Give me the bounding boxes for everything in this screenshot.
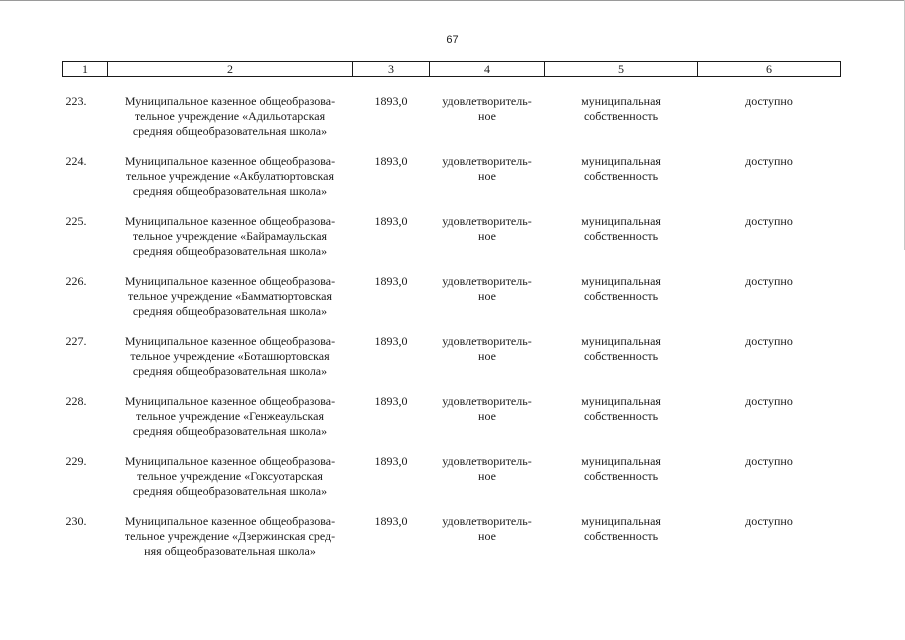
- row-number: 230.: [65, 514, 87, 528]
- name-line: средняя общеобразовательная школа»: [132, 424, 328, 438]
- condition-line: ное: [478, 349, 496, 363]
- condition-line: удовлетворитель-: [442, 274, 532, 288]
- row-number: 224.: [65, 154, 87, 168]
- ownership-line: муниципальная: [581, 454, 661, 468]
- ownership-line: собственность: [583, 109, 659, 123]
- cost-value: 1893,0: [374, 394, 408, 408]
- cost-value: 1893,0: [374, 214, 408, 228]
- row-number: 229.: [65, 454, 87, 468]
- condition-line: удовлетворитель-: [442, 514, 532, 528]
- name-line: средняя общеобразовательная школа»: [132, 244, 328, 258]
- accessibility-value: доступно: [745, 514, 793, 528]
- condition-line: удовлетворитель-: [442, 394, 532, 408]
- name-line: средняя общеобразовательная школа»: [132, 184, 328, 198]
- condition-line: удовлетворитель-: [442, 154, 532, 168]
- row-number: 226.: [65, 274, 87, 288]
- name-line: Муниципальное казенное общеобразова-: [124, 394, 336, 408]
- institution-name: [108, 214, 353, 274]
- name-line: тельное учреждение «Бамматюртовская: [127, 289, 333, 303]
- ownership-value: [545, 394, 698, 454]
- condition-line: ное: [478, 169, 496, 183]
- table-header-row: [63, 62, 841, 77]
- table-row: [63, 214, 841, 274]
- name-line: Муниципальное казенное общеобразова-: [124, 274, 336, 288]
- condition-line: ное: [478, 409, 496, 423]
- accessibility-value: доступно: [745, 334, 793, 348]
- row-number: 228.: [65, 394, 87, 408]
- condition-line: удовлетворитель-: [442, 334, 532, 348]
- name-line: Муниципальное казенное общеобразова-: [124, 514, 336, 528]
- name-line: тельное учреждение «Генжеаульская: [135, 409, 325, 423]
- cost-value: 1893,0: [374, 454, 408, 468]
- institution-name: [108, 94, 353, 154]
- name-line: Муниципальное казенное общеобразова-: [124, 334, 336, 348]
- ownership-line: муниципальная: [581, 154, 661, 168]
- name-line: Муниципальное казенное общеобразова-: [124, 94, 336, 108]
- ownership-line: собственность: [583, 469, 659, 483]
- cost-value: 1893,0: [374, 94, 408, 108]
- institution-name: [108, 154, 353, 214]
- row-number: 225.: [65, 214, 87, 228]
- page-number: 67: [446, 34, 459, 46]
- institution-name: [108, 334, 353, 394]
- ownership-line: собственность: [583, 169, 659, 183]
- condition-line: удовлетворитель-: [442, 214, 532, 228]
- condition-value: [430, 394, 545, 454]
- institution-name: [108, 514, 353, 574]
- name-line: тельное учреждение «Гоксуотарская: [137, 469, 323, 483]
- name-line: средняя общеобразовательная школа»: [132, 304, 328, 318]
- cost-value: 1893,0: [374, 274, 408, 288]
- ownership-line: собственность: [583, 349, 659, 363]
- ownership-value: [545, 334, 698, 394]
- name-line: тельное учреждение «Байрамаульская: [132, 229, 328, 243]
- condition-value: [430, 334, 545, 394]
- accessibility-value: доступно: [745, 214, 793, 228]
- accessibility-value: доступно: [745, 154, 793, 168]
- condition-value: [430, 454, 545, 514]
- ownership-line: собственность: [583, 229, 659, 243]
- ownership-value: [545, 454, 698, 514]
- institution-name: [108, 394, 353, 454]
- ownership-value: [545, 214, 698, 274]
- ownership-line: собственность: [583, 529, 659, 543]
- accessibility-value: доступно: [745, 94, 793, 108]
- cost-value: 1893,0: [374, 334, 408, 348]
- name-line: тельное учреждение «Боташюртовская: [130, 349, 330, 363]
- ownership-line: муниципальная: [581, 94, 661, 108]
- ownership-line: собственность: [583, 409, 659, 423]
- ownership-line: собственность: [583, 289, 659, 303]
- ownership-value: [545, 274, 698, 334]
- name-line: средняя общеобразовательная школа»: [132, 124, 328, 138]
- condition-line: удовлетворитель-: [442, 94, 532, 108]
- ownership-line: муниципальная: [581, 214, 661, 228]
- table-row: [63, 454, 841, 514]
- name-line: тельное учреждение «Дзержинская сред-: [124, 529, 336, 543]
- table-spacer: [63, 77, 841, 95]
- condition-value: [430, 214, 545, 274]
- condition-value: [430, 514, 545, 574]
- table-row: [63, 514, 841, 574]
- accessibility-value: доступно: [745, 394, 793, 408]
- table-row: [63, 274, 841, 334]
- institution-name: [108, 454, 353, 514]
- condition-line: ное: [478, 469, 496, 483]
- condition-value: [430, 94, 545, 154]
- property-table: [62, 61, 841, 574]
- condition-line: ное: [478, 529, 496, 543]
- row-number: 227.: [65, 334, 87, 348]
- column-header: 2: [108, 62, 353, 77]
- condition-line: ное: [478, 289, 496, 303]
- name-line: средняя общеобразовательная школа»: [132, 484, 328, 498]
- ownership-line: муниципальная: [581, 514, 661, 528]
- column-header: 4: [430, 62, 545, 77]
- cost-value: 1893,0: [374, 514, 408, 528]
- condition-line: ное: [478, 229, 496, 243]
- column-header: 5: [545, 62, 698, 77]
- condition-line: ное: [478, 109, 496, 123]
- name-line: няя общеобразовательная школа»: [144, 544, 316, 558]
- table-row: [63, 154, 841, 214]
- scan-border-top: [0, 0, 905, 1]
- name-line: средняя общеобразовательная школа»: [132, 364, 328, 378]
- accessibility-value: доступно: [745, 454, 793, 468]
- column-header: 3: [353, 62, 430, 77]
- accessibility-value: доступно: [745, 274, 793, 288]
- cost-value: 1893,0: [374, 154, 408, 168]
- condition-value: [430, 274, 545, 334]
- name-line: тельное учреждение «Акбулатюртовская: [125, 169, 335, 183]
- name-line: Муниципальное казенное общеобразова-: [124, 454, 336, 468]
- ownership-line: муниципальная: [581, 394, 661, 408]
- column-header: 1: [63, 62, 108, 77]
- table-row: [63, 394, 841, 454]
- row-number: 223.: [65, 94, 87, 108]
- ownership-line: муниципальная: [581, 274, 661, 288]
- ownership-line: муниципальная: [581, 334, 661, 348]
- name-line: тельное учреждение «Адильотарская: [134, 109, 326, 123]
- name-line: Муниципальное казенное общеобразова-: [124, 154, 336, 168]
- table-row: [63, 94, 841, 154]
- ownership-value: [545, 514, 698, 574]
- condition-line: удовлетворитель-: [442, 454, 532, 468]
- ownership-value: [545, 94, 698, 154]
- column-header: 6: [698, 62, 841, 77]
- ownership-value: [545, 154, 698, 214]
- name-line: Муниципальное казенное общеобразова-: [124, 214, 336, 228]
- condition-value: [430, 154, 545, 214]
- institution-name: [108, 274, 353, 334]
- table-row: [63, 334, 841, 394]
